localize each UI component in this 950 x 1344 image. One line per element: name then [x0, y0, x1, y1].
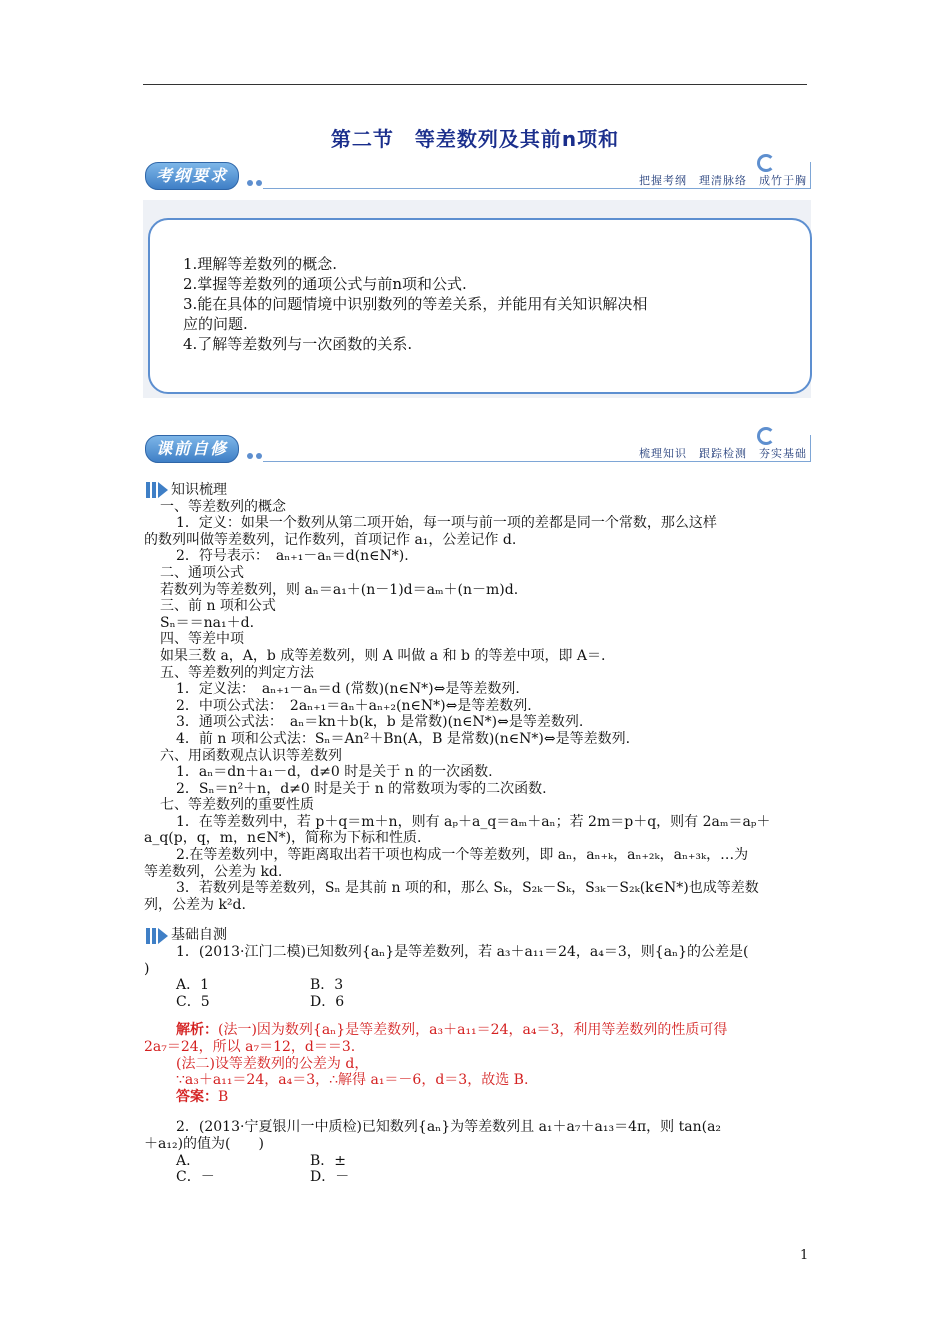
knowledge-line: 2．中项公式法： 2aₙ₊₁＝aₙ＋aₙ₊₂(n∈N*)⇔是等差数列.	[176, 697, 532, 714]
requirement-item: 1.理解等差数列的概念.	[183, 255, 338, 273]
option-d: D．6	[310, 993, 345, 1010]
question-2-options-row	[144, 1153, 809, 1170]
dots-icon	[247, 444, 265, 450]
knowledge-line: 等差数列，公差为 kd.	[144, 863, 283, 880]
knowledge-line: 3．若数列是等差数列，Sₙ 是其前 n 项的和，那么 Sₖ，S₂ₖ－Sₖ，S₃ₖ－S₂ₖ(k∈N*)也成等差数	[176, 880, 759, 897]
divider	[810, 435, 811, 461]
knowledge-line: 二、通项公式	[160, 564, 244, 581]
knowledge-line: 1．aₙ＝dn＋a₁－d，d≠0 时是关于 n 的一次函数.	[176, 764, 493, 781]
answer-line: 答案：B	[176, 1088, 229, 1105]
section-banner-preview	[143, 433, 811, 469]
knowledge-line: 1．定义法： aₙ₊₁－aₙ＝d (常数)(n∈N*)⇔是等差数列.	[176, 681, 520, 698]
divider	[263, 461, 811, 462]
section-marker-icon	[146, 928, 168, 944]
requirement-item: 应的问题.	[183, 315, 248, 333]
page-title: 第二节 等差数列及其前n项和	[330, 127, 620, 151]
knowledge-line: 2．Sₙ＝n²＋n，d≠0 时是关于 n 的常数项为零的二次函数.	[176, 780, 547, 797]
knowledge-line: Sₙ＝＝na₁＋d.	[160, 614, 255, 631]
top-rule	[143, 84, 807, 85]
solution-line: (法二)设等差数列的公差为 d，	[176, 1055, 369, 1072]
option-d: D．－	[310, 1169, 350, 1186]
question-1-options-row	[144, 994, 809, 1011]
dots-icon	[247, 171, 265, 177]
answer-label: 答案：	[176, 1088, 218, 1105]
requirement-item: 3.能在具体的问题情境中识别数列的等差关系，并能用有关知识解决相	[183, 295, 648, 313]
section-tagline: 把握考纲 理清脉络 成竹于胸	[639, 174, 807, 187]
knowledge-line: 2.在等差数列中，等距离取出若干项也构成一个等差数列，即 aₙ，aₙ₊ₖ，aₙ₊₂ₖ，aₙ₊₃ₖ，…为	[176, 847, 749, 864]
knowledge-line: 4．前 n 项和公式法：Sₙ＝An²＋Bn(A，B 是常数)(n∈N*)⇔是等差数列.	[176, 730, 631, 747]
page-number: 1	[800, 1248, 809, 1263]
option-a: A.	[176, 1152, 191, 1169]
selftest-heading: 基础自测	[144, 927, 809, 944]
swirl-icon	[757, 154, 775, 172]
requirements-list	[183, 254, 783, 354]
knowledge-line: 若数列为等差数列，则 aₙ＝a₁＋(n－1)d＝aₘ＋(n－m)d.	[160, 581, 519, 598]
knowledge-line: 2．符号表示： aₙ₊₁－aₙ＝d(n∈N*).	[176, 548, 409, 565]
section-badge: 课前自修	[145, 435, 239, 463]
knowledge-lines	[144, 499, 809, 914]
question-1-stem-end: )	[144, 960, 150, 977]
question-2-options-row	[144, 1169, 809, 1186]
option-b: B．±	[310, 1152, 347, 1169]
knowledge-line: 四、等差中项	[160, 631, 244, 648]
requirement-item: 2.掌握等差数列的通项公式与前n项和公式.	[183, 275, 467, 293]
question-2-stem-end: ＋a₁₂)的值为( )	[144, 1135, 264, 1152]
solution-line: 解析：(法一)因为数列{aₙ}是等差数列，a₃＋a₁₁＝24，a₄＝3，利用等差数列的性质可得	[176, 1022, 728, 1039]
question-1-stem: 1．(2013·江门二模)已知数列{aₙ}是等差数列，若 a₃＋a₁₁＝24，a₄＝3，则{aₙ}的公差是(	[176, 944, 749, 961]
option-b: B．3	[310, 977, 344, 994]
option-c: C．－	[176, 1169, 215, 1186]
solution-line: ∵a₃＋a₁₁＝24，a₄＝3，∴解得 a₁＝－6，d＝3，故选 B.	[176, 1072, 529, 1089]
requirement-item: 4.了解等差数列与一次函数的关系.	[183, 335, 413, 353]
swirl-icon	[757, 427, 775, 445]
knowledge-line: 如果三数 a，A，b 成等差数列，则 A 叫做 a 和 b 的等差中项，即 A＝.	[160, 647, 606, 664]
knowledge-line: 五、等差数列的判定方法	[160, 664, 314, 681]
section-banner-exam-requirements	[143, 160, 811, 196]
section-badge: 考纲要求	[145, 162, 239, 190]
solution-label: 解析：	[176, 1022, 218, 1039]
main-content	[144, 482, 809, 1186]
section-marker-icon	[146, 482, 168, 498]
knowledge-line: 3．通项公式法： aₙ＝kn＋b(k，b 是常数)(n∈N*)⇔是等差数列.	[176, 714, 584, 731]
knowledge-line: 1．定义：如果一个数列从第二项开始，每一项与前一项的差都是同一个常数，那么这样	[176, 515, 717, 532]
knowledge-line: 六、用函数观点认识等差数列	[160, 747, 342, 764]
question-2-stem: 2．(2013·宁夏银川一中质检)已知数列{aₙ}为等差数列且 a₁＋a₇＋a₁₃＝4π，则 tan(a₂	[176, 1119, 722, 1136]
knowledge-line: 三、前 n 项和公式	[160, 598, 276, 615]
knowledge-line: 七、等差数列的重要性质	[160, 797, 314, 814]
knowledge-heading: 知识梳理	[144, 482, 809, 499]
section-tagline: 梳理知识 跟踪检测 夯实基础	[639, 447, 807, 460]
knowledge-line: 一、等差数列的概念	[160, 498, 286, 515]
divider	[810, 162, 811, 188]
question-1-options-row	[144, 977, 809, 994]
solution-line: 2a₇＝24，所以 a₇＝12，d＝＝3.	[144, 1039, 356, 1055]
divider	[263, 188, 811, 189]
knowledge-line: 列，公差为 k²d.	[144, 896, 246, 913]
option-a: A．1	[176, 977, 210, 994]
knowledge-line: 1．在等差数列中，若 p＋q＝m＋n，则有 aₚ＋a_q＝aₘ＋aₙ；若 2m＝p＋q，则有 2aₘ＝aₚ＋	[176, 813, 771, 830]
knowledge-line: a_q(p，q，m，n∈N*)，简称为下标和性质.	[144, 830, 422, 847]
knowledge-line: 的数列叫做等差数列，记作数列，首项记作 a₁，公差记作 d.	[144, 531, 517, 548]
option-c: C．5	[176, 993, 210, 1010]
